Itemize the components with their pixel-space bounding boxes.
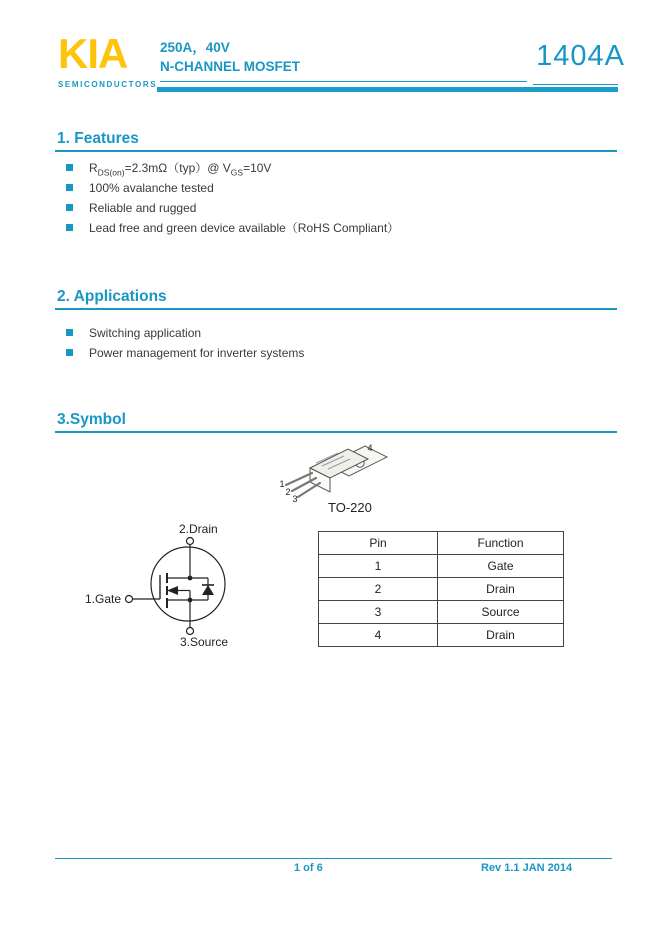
table-header-row	[319, 532, 564, 555]
gate-terminal	[126, 596, 133, 603]
features-heading: 1. Features	[57, 130, 139, 147]
brand-tagline: SEMICONDUCTORS	[58, 80, 158, 89]
header-rule-left	[160, 81, 527, 82]
pin-cell: 3	[319, 601, 438, 624]
body-arrow	[167, 586, 178, 595]
function-cell: Drain	[438, 578, 564, 601]
source-label: 3.Source	[180, 635, 229, 649]
brand-logo-text: KIA	[58, 30, 128, 77]
application-item	[66, 346, 304, 366]
application-item-text: Switching application	[89, 326, 202, 340]
source-terminal	[187, 628, 194, 635]
symbol-enclosure-circle	[151, 547, 225, 621]
application-item-text: Power management for inverter systems	[89, 346, 305, 360]
package-pin-label: 2	[285, 487, 291, 497]
applications-heading-rule	[55, 308, 617, 310]
feature-item	[66, 161, 399, 181]
features-heading-rule	[55, 150, 617, 152]
table-row	[319, 624, 564, 647]
bullet-icon	[66, 184, 73, 191]
features-list	[66, 161, 399, 241]
function-cell: Source	[438, 601, 564, 624]
feature-item	[66, 181, 399, 201]
device-rating: 250A，40V	[160, 40, 230, 55]
applications-heading: 2. Applications	[57, 288, 167, 305]
to220-package-drawing	[272, 440, 402, 508]
drain-terminal	[187, 538, 194, 545]
bullet-icon	[66, 349, 73, 356]
table-header-function: Function	[438, 532, 564, 555]
pin-function-table	[318, 531, 564, 647]
application-item	[66, 326, 304, 346]
feature-item	[66, 221, 399, 241]
gate-label: 1.Gate	[85, 592, 122, 606]
header-accent-bar	[157, 87, 618, 92]
device-summary	[160, 38, 300, 76]
bullet-icon	[66, 164, 73, 171]
table-row	[319, 601, 564, 624]
feature-item-text: $R_{DS(on)}=2.3m\Omega(typ)@$ $V_{GS}=10V$	[89, 161, 272, 178]
page-number: 1 of 6	[294, 862, 323, 874]
mosfet-symbol-drawing	[75, 515, 275, 660]
function-cell: Drain	[438, 624, 564, 647]
diode-triangle	[202, 585, 214, 595]
device-type: N-CHANNEL MOSFET	[160, 59, 300, 74]
pin-cell: 2	[319, 578, 438, 601]
package-name: TO-220	[328, 500, 372, 515]
table-row	[319, 578, 564, 601]
package-pin-label: 3	[292, 494, 298, 504]
part-number: 1404A	[536, 40, 625, 72]
package-pin-label: 4	[367, 443, 373, 453]
header-rule-right	[533, 84, 618, 85]
revision: Rev 1.1 JAN 2014	[481, 862, 573, 874]
symbol-heading-rule	[55, 431, 617, 433]
applications-list	[66, 326, 304, 366]
table-row	[319, 555, 564, 578]
brand-logo	[58, 32, 158, 89]
drain-label: 2.Drain	[179, 522, 218, 536]
bullet-icon	[66, 204, 73, 211]
pin-cell: 4	[319, 624, 438, 647]
function-cell: Gate	[438, 555, 564, 578]
feature-item-text: 100% avalanche tested	[89, 181, 214, 195]
feature-item-text: Lead free and green device available（RoHS Compliant）	[89, 221, 400, 235]
footer-rule	[55, 858, 612, 859]
feature-item	[66, 201, 399, 221]
table-header-pin: Pin	[319, 532, 438, 555]
feature-item-text: Reliable and rugged	[89, 201, 197, 215]
bullet-icon	[66, 224, 73, 231]
symbol-heading: 3.Symbol	[57, 411, 126, 428]
pin-cell: 1	[319, 555, 438, 578]
bullet-icon	[66, 329, 73, 336]
package-pin-label: 1	[279, 479, 285, 489]
